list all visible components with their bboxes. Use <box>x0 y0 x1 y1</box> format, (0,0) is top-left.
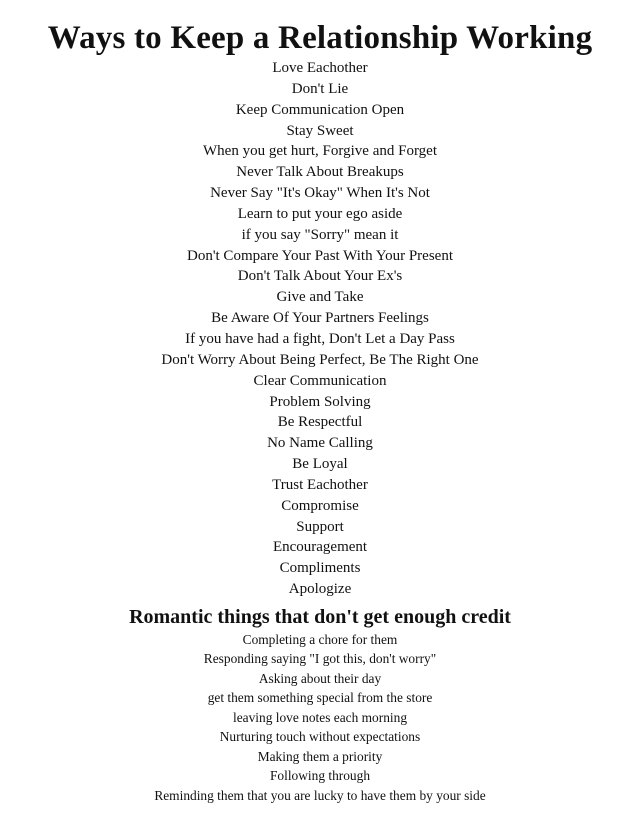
list-item: Making them a priority <box>257 748 383 764</box>
list-item: Don't Talk About Your Ex's <box>237 268 403 285</box>
list-item: if you say "Sorry" mean it <box>241 226 399 243</box>
list-item: Responding saying "I got this, don't worry" <box>203 651 437 667</box>
list-item: Give and Take <box>276 289 364 306</box>
list-item: Encouragement <box>272 539 368 556</box>
romantic-section-title: Romantic things that don't get enough credit <box>129 605 511 628</box>
list-item: Nurturing touch without expectations <box>219 729 421 745</box>
list-item: No Name Calling <box>267 435 373 452</box>
list-item: Asking about their day <box>258 670 382 686</box>
list-item: Learn to put your ego aside <box>237 205 403 222</box>
list-item: Be Aware Of Your Partners Feelings <box>211 310 429 327</box>
list-item: When you get hurt, Forgive and Forget <box>203 143 437 160</box>
list-item: Don't Compare Your Past With Your Present <box>186 247 453 264</box>
list-item: Following through <box>269 768 371 784</box>
list-item: Never Say "It's Okay" When It's Not <box>210 185 430 202</box>
list-item: get them something special from the store <box>207 690 433 706</box>
list-item: Compromise <box>281 497 359 514</box>
list-item: Clear Communication <box>253 372 387 389</box>
list-item: Keep Communication Open <box>235 101 405 118</box>
list-item: leaving love notes each morning <box>232 709 408 725</box>
list-item: Love Eachother <box>272 60 368 76</box>
list-item: Never Talk About Breakups <box>236 164 404 181</box>
page-title: Ways to Keep a Relationship Working <box>47 20 593 56</box>
list-item: Apologize <box>288 581 352 598</box>
list-item: Support <box>296 518 344 535</box>
list-item: Be Respectful <box>277 414 363 431</box>
list-item: Stay Sweet <box>286 122 354 139</box>
romantic-things-list <box>0 630 640 806</box>
list-item: Problem Solving <box>269 393 371 410</box>
list-item: If you have had a fight, Don't Let a Day Pass <box>185 330 455 347</box>
relationship-tips-list <box>0 58 640 600</box>
list-item: Compliments <box>279 560 361 577</box>
list-item: Don't Lie <box>291 80 349 97</box>
list-item: Be Loyal <box>292 456 348 473</box>
list-item: Trust Eachother <box>272 476 368 493</box>
list-item: Reminding them that you are lucky to have them by your side <box>154 787 486 803</box>
list-item: Completing a chore for them <box>242 631 398 647</box>
list-item: Don't Worry About Being Perfect, Be The Right One <box>161 351 479 368</box>
